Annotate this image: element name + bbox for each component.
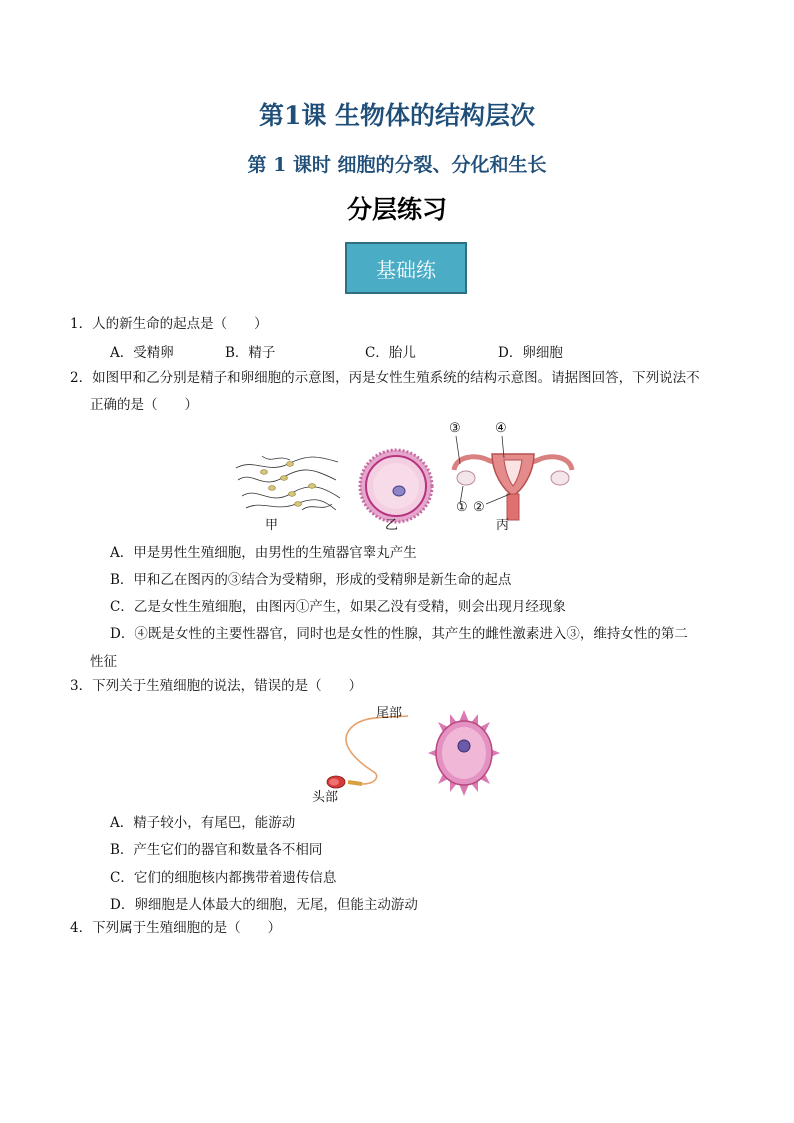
question-2-option-b: B．甲和乙在图丙的③结合为受精卵，形成的受精卵是新生命的起点 bbox=[110, 572, 512, 588]
question-1-option-b: B．精子 bbox=[225, 345, 276, 361]
question-2-option-c: C．乙是女性生殖细胞，由图丙①产生，如果乙没有受精，则会出现月经现象 bbox=[110, 599, 566, 615]
question-2-stem-line2: 正确的是（ ） bbox=[90, 397, 198, 413]
question-3-stem: 3．下列关于生殖细胞的说法，错误的是（ ） bbox=[70, 678, 363, 694]
sperm-detail-figure bbox=[318, 712, 418, 796]
sperm-group-figure bbox=[232, 450, 344, 516]
egg-detail-figure bbox=[428, 710, 500, 796]
figure-label-1: ① bbox=[456, 500, 468, 515]
figure-label-head: 头部 bbox=[312, 790, 339, 805]
question-3-option-c: C．它们的细胞核内都携带着遗传信息 bbox=[110, 870, 337, 886]
question-1-option-c: C．胎儿 bbox=[365, 345, 416, 361]
question-3-option-b: B．产生它们的器官和数量各不相同 bbox=[110, 842, 323, 858]
level-badge: 基础练 bbox=[345, 242, 467, 294]
question-3-option-d: D．卵细胞是人体最大的细胞，无尾，但能主动游动 bbox=[110, 897, 418, 913]
question-4-stem: 4．下列属于生殖细胞的是（ ） bbox=[70, 920, 282, 936]
figure-label-4: ④ bbox=[495, 421, 507, 436]
question-2-option-d: D．④既是女性的主要性器官，同时也是女性的性腺，其产生的雌性激素进入③，维持女性的第二 bbox=[110, 626, 688, 642]
question-2-option-a: A．甲是男性生殖细胞，由男性的生殖器官睾丸产生 bbox=[110, 545, 417, 561]
egg-cell-figure bbox=[354, 448, 438, 524]
figure-label-2: ② bbox=[473, 500, 485, 515]
question-1-stem: 1．人的新生命的起点是（ ） bbox=[70, 316, 268, 332]
figure-label-tail: 尾部 bbox=[376, 706, 403, 721]
question-3-option-a: A．精子较小，有尾巴，能游动 bbox=[110, 815, 296, 831]
question-1-option-d: D．卵细胞 bbox=[498, 345, 563, 361]
lesson-subtitle: 第 1 课时 细胞的分裂、分化和生长 bbox=[247, 154, 547, 176]
question-2-stem-line1: 2．如图甲和乙分别是精子和卵细胞的示意图，丙是女性生殖系统的结构示意图。请据图回答，下列说法不 bbox=[70, 370, 700, 386]
question-1-option-a: A．受精卵 bbox=[110, 345, 174, 361]
figure-label-3: ③ bbox=[449, 421, 461, 436]
section-title: 分层练习 bbox=[346, 195, 447, 224]
lesson-title: 第1课 生物体的结构层次 bbox=[258, 101, 536, 130]
figure-label-bing: 丙 bbox=[496, 518, 510, 533]
question-2-option-d-continued: 性征 bbox=[90, 654, 117, 670]
figure-label-yi: 乙 bbox=[385, 518, 399, 533]
figure-label-jia: 甲 bbox=[265, 518, 279, 533]
